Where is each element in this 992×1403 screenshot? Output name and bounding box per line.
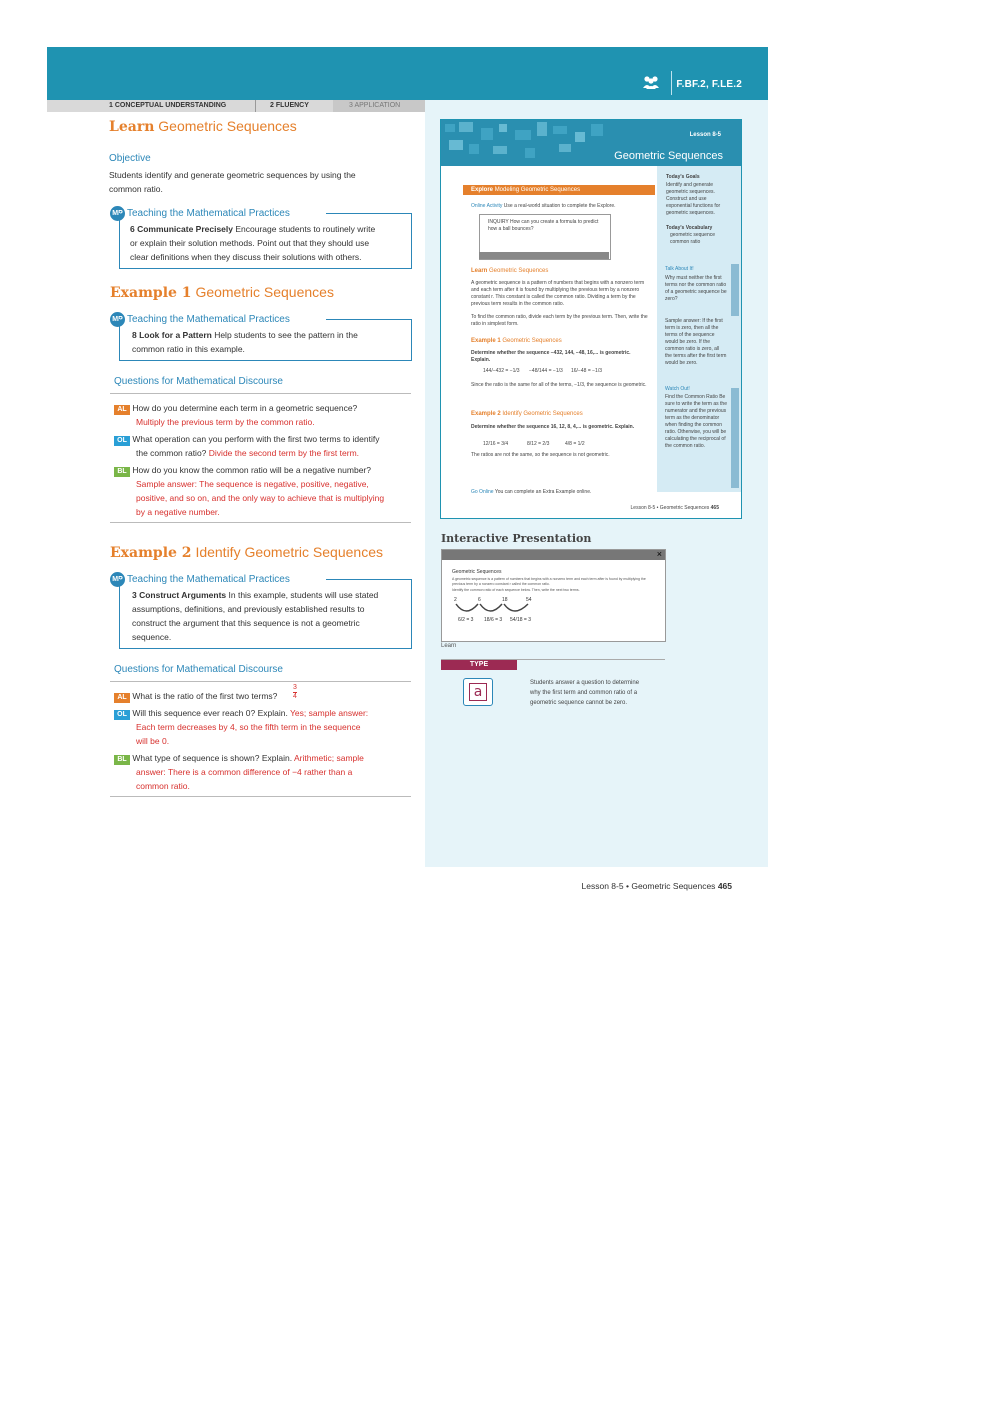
objective-text-1: Students identify and generate geometric sequences by using the [109, 170, 356, 180]
sp-online-activity: Online Activity [471, 203, 503, 209]
footer-lesson: Lesson 8-5 [581, 881, 624, 891]
sp-header-pattern [441, 120, 621, 166]
sp-online-activity-text: Use a real-world situation to complete the Explore. [503, 203, 616, 209]
learn-heading [109, 118, 297, 135]
sp-talk-q: Why must neither the first terms nor the common ratio of a geometric sequence be zero? [665, 275, 727, 302]
type-text [530, 678, 639, 708]
type-text-1: Students answer a question to determine [530, 680, 640, 686]
sp-footer-page: 465 [710, 505, 719, 511]
footer-page: 465 [717, 881, 732, 891]
bl-badge: BL [114, 755, 130, 765]
al-badge: AL [114, 693, 130, 703]
mp1-l1: Encourage students to routinely write [233, 224, 376, 234]
qmd1-al-question: How do you determine each term in a geometric sequence? [132, 403, 358, 413]
mp2-line-1 [132, 328, 358, 342]
mp3-l3: construct the argument that this sequence is not a geometric [132, 618, 360, 628]
qmd1-ol-line-2 [136, 446, 359, 460]
mp1-heading: Teaching the Mathematical Practices [127, 208, 290, 220]
objective-heading: Objective [109, 153, 151, 164]
mp3-heading: Teaching the Mathematical Practices [127, 574, 290, 586]
sp-watch-text: Find the Common Ratio Be sure to write the term as the numerator and the previous term as the denominator when finding the common ratio. Otherwise, you will be calculating the reciprocal of the common ratio. [665, 394, 727, 449]
tab-conceptual[interactable]: 1 CONCEPTUAL UNDERSTANDING [109, 102, 227, 109]
sp-footer-text: Lesson 8-5 • Geometric Sequences [630, 505, 710, 511]
learn-word: Learn [109, 119, 155, 135]
mp1-lead: 6 Communicate Precisely [130, 224, 233, 234]
page-footer [582, 881, 732, 891]
top-banner [47, 47, 768, 100]
al-badge: AL [114, 405, 130, 415]
mp-icon: MP [110, 572, 125, 587]
sp-goal-2: Construct and use exponential functions for geometric sequences. [666, 196, 721, 216]
learn-title: Geometric Sequences [158, 118, 297, 134]
sp-vocab-head: Today's Vocabulary [666, 225, 713, 231]
mp2-lead: 8 Look for a Pattern [132, 330, 212, 340]
slide-seq-1: 6 [478, 597, 481, 603]
qmd1-al-answer: Multiply the previous term by the common ratio. [136, 417, 315, 427]
slide-seq-3: 54 [526, 597, 532, 603]
slide-close-icon[interactable]: × [656, 549, 662, 559]
mp3-l2: assumptions, definitions, and previously established results to [132, 604, 365, 614]
qmd1-bottom-rule [110, 522, 411, 523]
qmd2-al-answer [293, 684, 297, 701]
sp-learn-word: Learn [471, 268, 488, 274]
type-icon-letter: a [469, 683, 487, 701]
qmd1-heading: Questions for Mathematical Discourse [114, 376, 283, 387]
slide-ratio-1: 18/6 = 3 [484, 617, 503, 623]
tab-application[interactable]: 3 APPLICATION [349, 102, 401, 109]
slide-text: A geometric sequence is a pattern of numbers that begins with a nonzero term and each term after is found by multiplying the previous term by a nonzero constant r called the common ratio. [452, 577, 646, 586]
qmd2-ol-answer-1: Yes; sample answer: [290, 708, 369, 718]
qmd2-bl-row [114, 751, 364, 765]
qmd2-bl-answer-1: Arithmetic; sample [293, 753, 364, 763]
mp3-l4: sequence. [132, 632, 172, 642]
qmd2-bl-answer-2: answer: There is a common difference of −4 rather than a [136, 767, 353, 777]
mp2-heading: Teaching the Mathematical Practices [127, 314, 290, 326]
sp-goal-1: Identify and generate geometric sequences. [666, 182, 715, 195]
qmd2-bl-question: What type of sequence is shown? Explain. [132, 753, 293, 763]
type-text-2: why the first term and common ratio of a [530, 690, 638, 696]
footer-bullet: • [625, 881, 629, 891]
interactive-slide[interactable] [441, 549, 666, 642]
objective-text-2: common ratio. [109, 184, 163, 194]
sp-explore-bar [463, 185, 655, 195]
mp3-lead: 3 Construct Arguments [132, 590, 227, 600]
mp2-l1: Help students to see the pattern in the [211, 330, 358, 340]
interactive-caption: Learn [441, 643, 457, 649]
example2-word: Example 2 [110, 545, 192, 561]
sp-ex1-f1: 144/−432 = −1/3 [483, 368, 520, 374]
tab-bar [47, 100, 425, 112]
sp-footer [631, 505, 719, 512]
qmd2-al-numerator: 3 [293, 684, 297, 691]
sp-ex1-prompt: Determine whether the sequence −432, 144, −48, 16,... is geometric. Explain. [471, 350, 631, 363]
bl-badge: BL [114, 467, 130, 477]
type-label: TYPE [441, 660, 517, 670]
sp-ex2-f3: 4/8 = 1/2 [565, 441, 585, 447]
sp-learn-heading [471, 268, 548, 274]
qmd1-bl-row [114, 463, 371, 477]
sp-watch-head: Watch Out! [665, 386, 690, 392]
mp1-line-1 [130, 222, 375, 236]
mp1-l2: or explain their solution methods. Point out that they should use [130, 238, 370, 248]
interactive-heading: Interactive Presentation [441, 532, 592, 545]
qmd1-ol-question-2: the common ratio? [136, 448, 207, 458]
sp-sidebar-tab [731, 264, 739, 316]
sp-ex2-since: The ratios are not the same, so the sequence is not geometric. [471, 452, 610, 458]
sp-explore-title: Modeling Geometric Sequences [494, 187, 581, 193]
sp-go-online-row [471, 489, 591, 496]
slide-title: Geometric Sequences [452, 569, 502, 575]
ol-badge: OL [114, 436, 130, 446]
sp-go-online: Go Online [471, 489, 494, 495]
qmd2-rule [110, 681, 411, 682]
type-text-3: geometric sequence cannot be zero. [530, 700, 628, 706]
sp-ex1-f3: 16/−48 = −1/3 [571, 368, 603, 374]
qmd2-al-denominator: 4 [293, 693, 297, 700]
qmd2-heading: Questions for Mathematical Discourse [114, 664, 283, 675]
sp-vocab-2: common ratio [670, 239, 701, 245]
mp2-l2: common ratio in this example. [132, 344, 245, 354]
qmd2-ol-answer-3: will be 0. [136, 736, 170, 746]
qmd2-ol-row [114, 706, 368, 720]
qmd2-ol-answer-2: Each term decreases by 4, so the fifth term in the sequence [136, 722, 361, 732]
sp-ex2-title: Identify Geometric Sequences [502, 411, 583, 417]
student-page-thumbnail[interactable] [440, 119, 742, 519]
qmd1-bl-answer-1: Sample answer: The sequence is negative, positive, negative, [136, 479, 369, 489]
example2-title: Identify Geometric Sequences [195, 544, 383, 560]
sp-sidebar-tab-2 [731, 388, 739, 488]
sp-go-online-text: You can complete an Extra Example online. [494, 489, 592, 495]
sp-inquiry: INQUIRY How can you create a formula to predict how a ball bounces? [488, 219, 599, 232]
sp-ex1-f2: −48/144 = −1/3 [529, 368, 563, 374]
sp-talk-head: Talk About It! [665, 266, 694, 272]
qmd2-al-question: What is the ratio of the first two terms? [132, 691, 278, 701]
example1-title: Geometric Sequences [195, 284, 334, 300]
banner-separator [671, 71, 672, 95]
sp-explore-word: Explore [471, 187, 494, 193]
sp-ex2-heading [471, 411, 583, 417]
group-icon [642, 75, 660, 89]
slide-arcs [452, 602, 542, 616]
sp-inquiry-bar [479, 252, 609, 259]
footer-title: Geometric Sequences [631, 881, 716, 891]
qmd1-bl-question: How do you know the common ratio will be a negative number? [132, 465, 371, 475]
sp-ex2-word: Example 2 [471, 411, 501, 417]
example1-word: Example 1 [110, 285, 192, 301]
slide-ratio-2: 54/18 = 3 [510, 617, 531, 623]
sp-lesson: Lesson 8-5 [689, 132, 721, 138]
qmd2-al-row [114, 689, 277, 703]
sp-title: Geometric Sequences [614, 150, 723, 162]
sp-ex1-word: Example 1 [471, 338, 501, 344]
qmd2-bottom-rule [110, 796, 411, 797]
sp-ex2-f2: 8/12 = 2/3 [527, 441, 550, 447]
tab-fluency[interactable]: 2 FLUENCY [270, 102, 309, 109]
qmd1-rule [110, 393, 411, 394]
qmd1-ol-answer: Divide the second term by the first term. [208, 448, 360, 458]
slide-seq-0: 2 [454, 597, 457, 603]
qmd2-bl-answer-3: common ratio. [136, 781, 190, 791]
qmd1-al-row [114, 401, 357, 415]
slide-seq-2: 18 [502, 597, 508, 603]
qmd1-ol-question-1: What operation can you perform with the first two terms to identify [132, 434, 380, 444]
slide-ratio-0: 6/2 = 3 [458, 617, 474, 623]
sp-online-activity-row [471, 203, 655, 210]
sp-ex1-since: Since the ratio is the same for all of the terms, −1/3, the sequence is geometric. [471, 382, 647, 388]
qmd2-ol-question: Will this sequence ever reach 0? Explain. [132, 708, 288, 718]
sp-learn-text-2: To find the common ratio, divide each term by the previous term. Then, write the ratio in simplest form. [471, 314, 648, 327]
qmd1-bl-answer-2: positive, and so on, and the only way to achieve that is multiplying [136, 493, 385, 503]
tab-divider [255, 100, 256, 112]
sp-header [441, 120, 741, 166]
sp-ex2-f1: 12/16 = 3/4 [483, 441, 509, 447]
mp3-line-1 [132, 588, 378, 602]
type-icon [463, 678, 493, 706]
mp1-l3: clear definitions when they discuss their solutions with others. [130, 252, 362, 262]
qmd1-ol-row [114, 432, 379, 446]
qmd1-bl-answer-3: by a negative number. [136, 507, 220, 517]
sp-learn-text: A geometric sequence is a pattern of numbers that begins with a nonzero term and each term after it is found by multiplying the previous term by a nonzero constant r. This constant is called the common ratio. Dividing a term by the previous term results in the common ratio. [471, 280, 645, 307]
sp-talk-a: Sample answer: If the first term is zero, then all the terms of the sequence would be zero. If the common ratio is zero, all the terms after the first term would be zero. [665, 318, 727, 366]
sp-ex2-prompt: Determine whether the sequence 16, 12, 8, 4,... is geometric. Explain. [471, 424, 635, 430]
sp-ex1-title: Geometric Sequences [502, 338, 562, 344]
sp-learn-title: Geometric Sequences [489, 268, 549, 274]
sp-ex1-heading [471, 338, 562, 344]
mp-icon: MP [110, 312, 125, 327]
standards-label: F.BF.2, F.LE.2 [676, 79, 742, 90]
sp-goals-head: Today's Goals [666, 174, 700, 180]
example1-heading [110, 284, 334, 301]
ol-badge: OL [114, 710, 130, 720]
mp-icon: MP [110, 206, 125, 221]
sp-vocab-1: geometric sequence [670, 232, 716, 238]
slide-subtext: Identify the common ratio of each sequence below. Then, write the next two terms. [452, 588, 580, 592]
example2-heading [110, 544, 383, 561]
mp3-l1: In this example, students will use stated [226, 590, 379, 600]
slide-titlebar [442, 550, 665, 560]
